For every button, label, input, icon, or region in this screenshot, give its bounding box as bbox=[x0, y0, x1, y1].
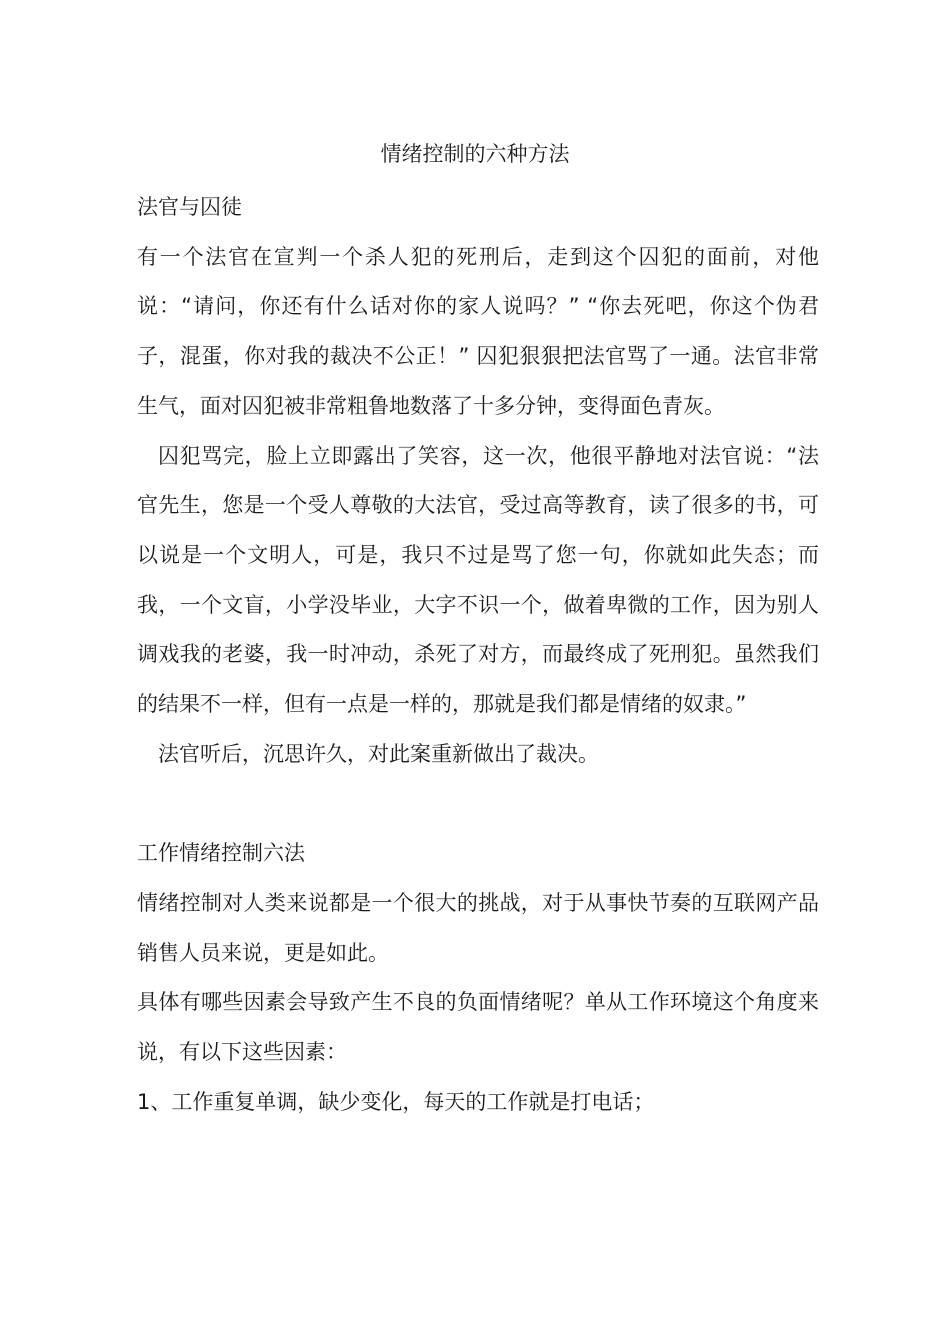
story-paragraph-1: 有一个法官在宣判一个杀人犯的死刑后，走到这个囚犯的面前，对他说：“请问，你还有什么话对你的家人说吗？” “你去死吧，你这个伪君子，混蛋，你对我的裁决不公正！” 囚犯狠狠把法官骂了一通。法官非常生气，面对囚犯被非常粗鲁地数落了十多分钟，变得面色青灰。 bbox=[137, 244, 819, 418]
section-paragraph-2: 具体有哪些因素会导致产生不良的负面情绪呢？单从工作环境这个角度来说，有以下这些因素： bbox=[137, 990, 819, 1064]
document-body bbox=[137, 183, 819, 1127]
story-paragraph-2: 囚犯骂完，脸上立即露出了笑容，这一次，他很平静地对法官说：“法官先生，您是一个受人尊敬的大法官，受过高等教育，读了很多的书，可以说是一个文明人，可是，我只不过是骂了您一句，你就如此失态；而我，一个文盲，小学没毕业，大字不识一个，做着卑微的工作，因为别人调戏我的老婆，我一时冲动，杀死了对方，而最终成了死刑犯。虽然我们的结果不一样，但有一点是一样的，那就是我们都是情绪的奴隶。” bbox=[137, 443, 819, 717]
story-paragraph-3: 法官听后，沉思许久，对此案重新做出了裁决。 bbox=[158, 741, 599, 766]
story-heading: 法官与囚徒 bbox=[137, 195, 242, 219]
blank-line bbox=[137, 779, 819, 829]
document-title: 情绪控制的六种方法 bbox=[380, 142, 570, 166]
list-item: 1、工作重复单调，缺少变化，每天的工作就是打电话； bbox=[137, 1089, 655, 1114]
section-heading: 工作情绪控制六法 bbox=[137, 841, 305, 866]
section-paragraph-1: 情绪控制对人类来说都是一个很大的挑战，对于从事快节奏的互联网产品销售人员来说，更是如此。 bbox=[137, 890, 819, 965]
